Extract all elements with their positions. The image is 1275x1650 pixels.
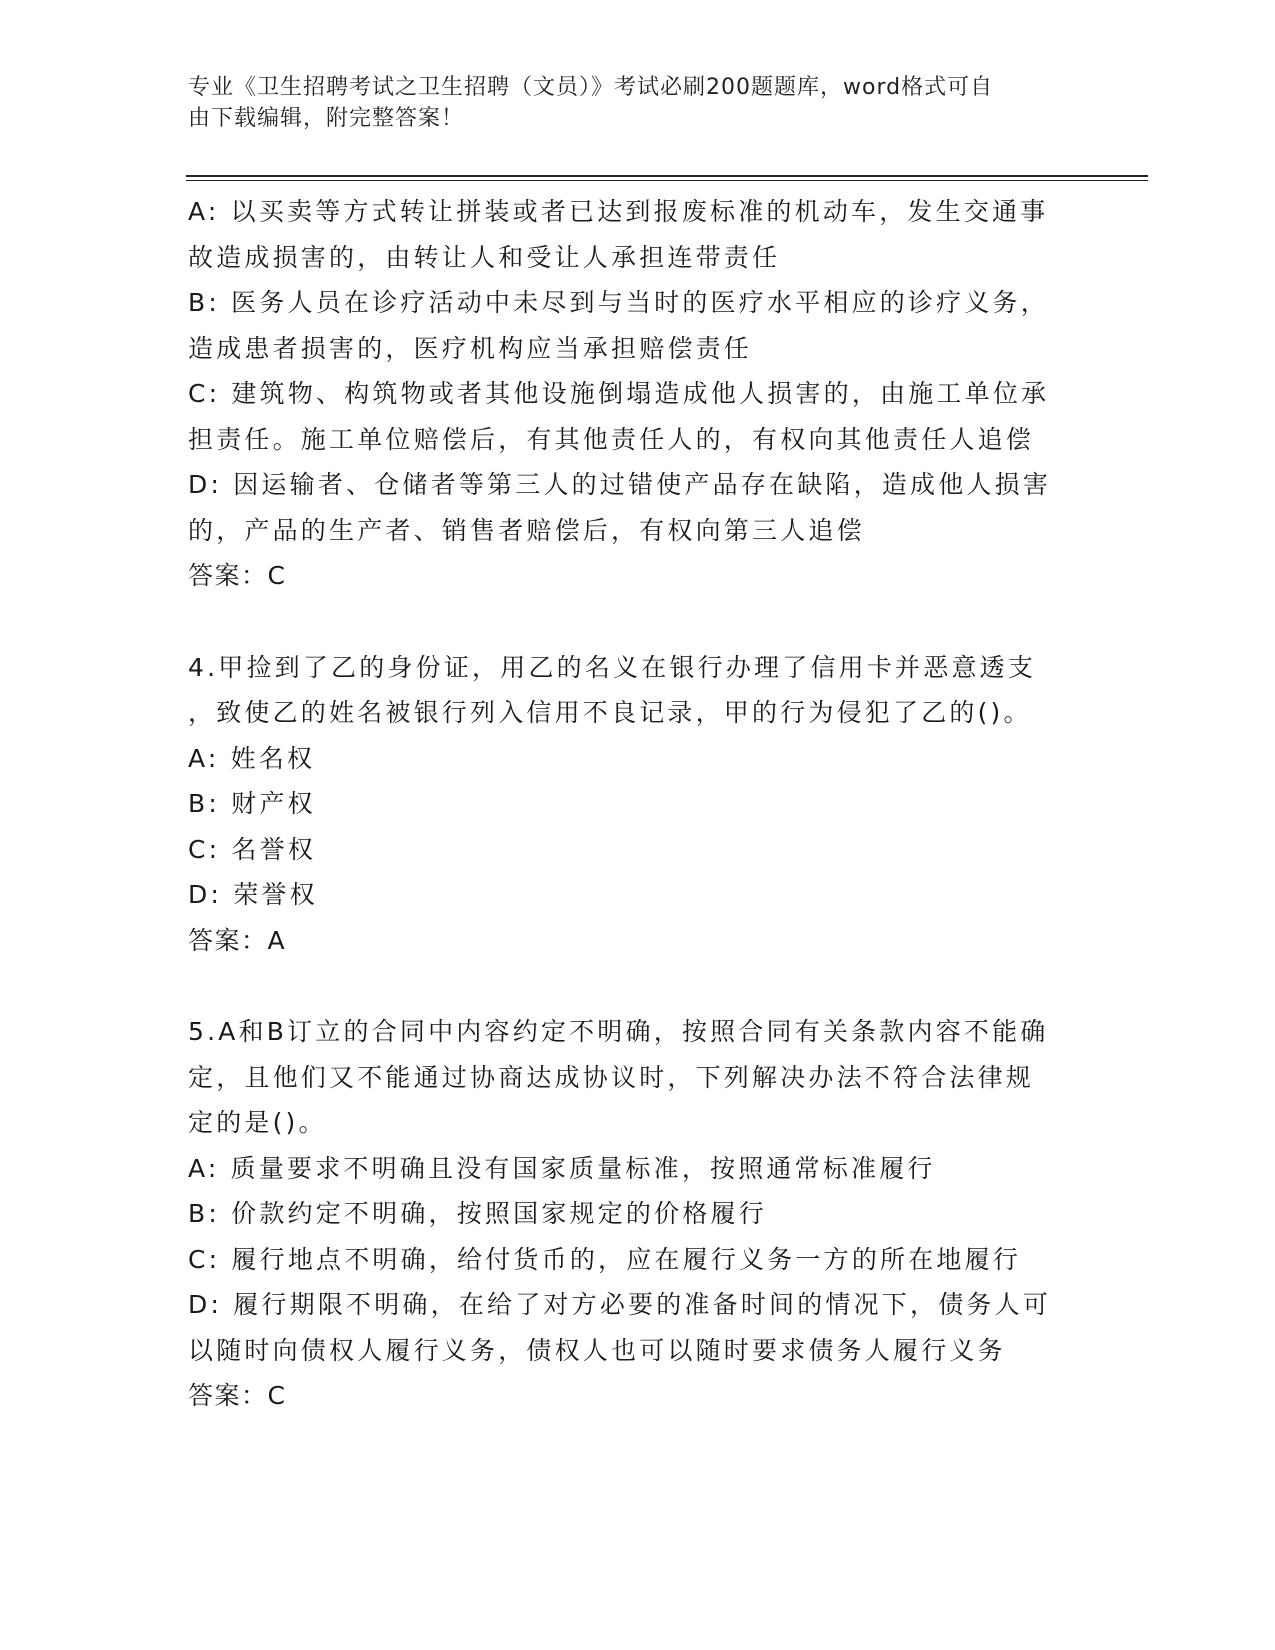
q5-option-a: A: 质量要求不明确且没有国家质量标准，按照通常标准履行	[188, 1153, 936, 1183]
q3-option-b-line-1: B: 医务人员在诊疗活动中未尽到与当时的医疗水平相应的诊疗义务，	[188, 288, 1049, 317]
spacer	[188, 963, 1088, 1009]
question-5-block	[188, 1009, 1088, 1419]
q3-option-d-line-2: 的，产品的生产者、销售者赔偿后，有权向第三人追偿	[188, 515, 865, 545]
q5-option-d-line-2: 以随时向债权人履行义务，债权人也可以随时要求债务人履行义务	[188, 1335, 1006, 1365]
header-divider-thin	[186, 180, 1148, 181]
header-divider-thick	[186, 175, 1148, 177]
q3-answer: 答案：C	[188, 561, 287, 590]
q3-option-d-line-1: D: 因运输者、仓储者等第三人的过错使产品存在缺陷，造成他人损害	[188, 470, 1052, 499]
question-4-block	[188, 645, 1088, 964]
spacer	[188, 599, 1088, 645]
q5-stem-line-2: 定，且他们又不能通过协商达成协议时，下列解决办法不符合法律规	[188, 1062, 1035, 1092]
header-line-2: 由下载编辑，附完整答案！	[188, 106, 465, 131]
q4-stem-line-1: 4.甲捡到了乙的身份证，用乙的名义在银行办理了信用卡并恶意透支	[188, 652, 1037, 682]
q3-option-b-line-2: 造成患者损害的，医疗机构应当承担赔偿责任	[188, 333, 753, 363]
q3-option-c-line-2: 担责任。施工单位赔偿后，有其他责任人的，有权向其他责任人追偿	[188, 424, 1035, 454]
question-3-block	[188, 189, 1088, 599]
q4-option-b: B: 财产权	[188, 789, 316, 818]
q5-option-b: B: 价款约定不明确，按照国家规定的价格履行	[188, 1199, 767, 1228]
q4-stem-line-2: ，致使乙的姓名被银行列入信用不良记录，甲的行为侵犯了乙的()。	[188, 698, 1032, 727]
document-body	[188, 189, 1088, 1419]
q4-option-c: C: 名誉权	[188, 834, 317, 864]
q4-option-a: A: 姓名权	[188, 743, 316, 773]
q5-stem-line-3: 定的是()。	[188, 1108, 327, 1137]
q5-stem-line-1: 5.A和B订立的合同中内容约定不明确，按照合同有关条款内容不能确	[188, 1017, 1049, 1046]
q4-answer: 答案：A	[188, 925, 287, 955]
q4-option-d: D: 荣誉权	[188, 880, 318, 909]
document-header	[188, 72, 1068, 134]
q3-option-a-line-2: 故造成损害的，由转让人和受让人承担连带责任	[188, 242, 781, 272]
q5-option-c: C: 履行地点不明确，给付货币的，应在履行义务一方的所在地履行	[188, 1244, 1022, 1274]
q3-option-c-line-1: C: 建筑物、构筑物或者其他设施倒塌造成他人损害的，由施工单位承	[188, 379, 1050, 408]
q3-option-a-line-1: A: 以买卖等方式转让拼装或者已达到报废标准的机动车，发生交通事	[188, 197, 1049, 226]
q5-option-d-line-1: D: 履行期限不明确，在给了对方必要的准备时间的情况下，债务人可	[188, 1290, 1052, 1319]
q5-answer: 答案：C	[188, 1381, 287, 1410]
header-line-1: 专业《卫生招聘考试之卫生招聘（文员）》考试必刷200题题库，word格式可自	[188, 75, 994, 100]
